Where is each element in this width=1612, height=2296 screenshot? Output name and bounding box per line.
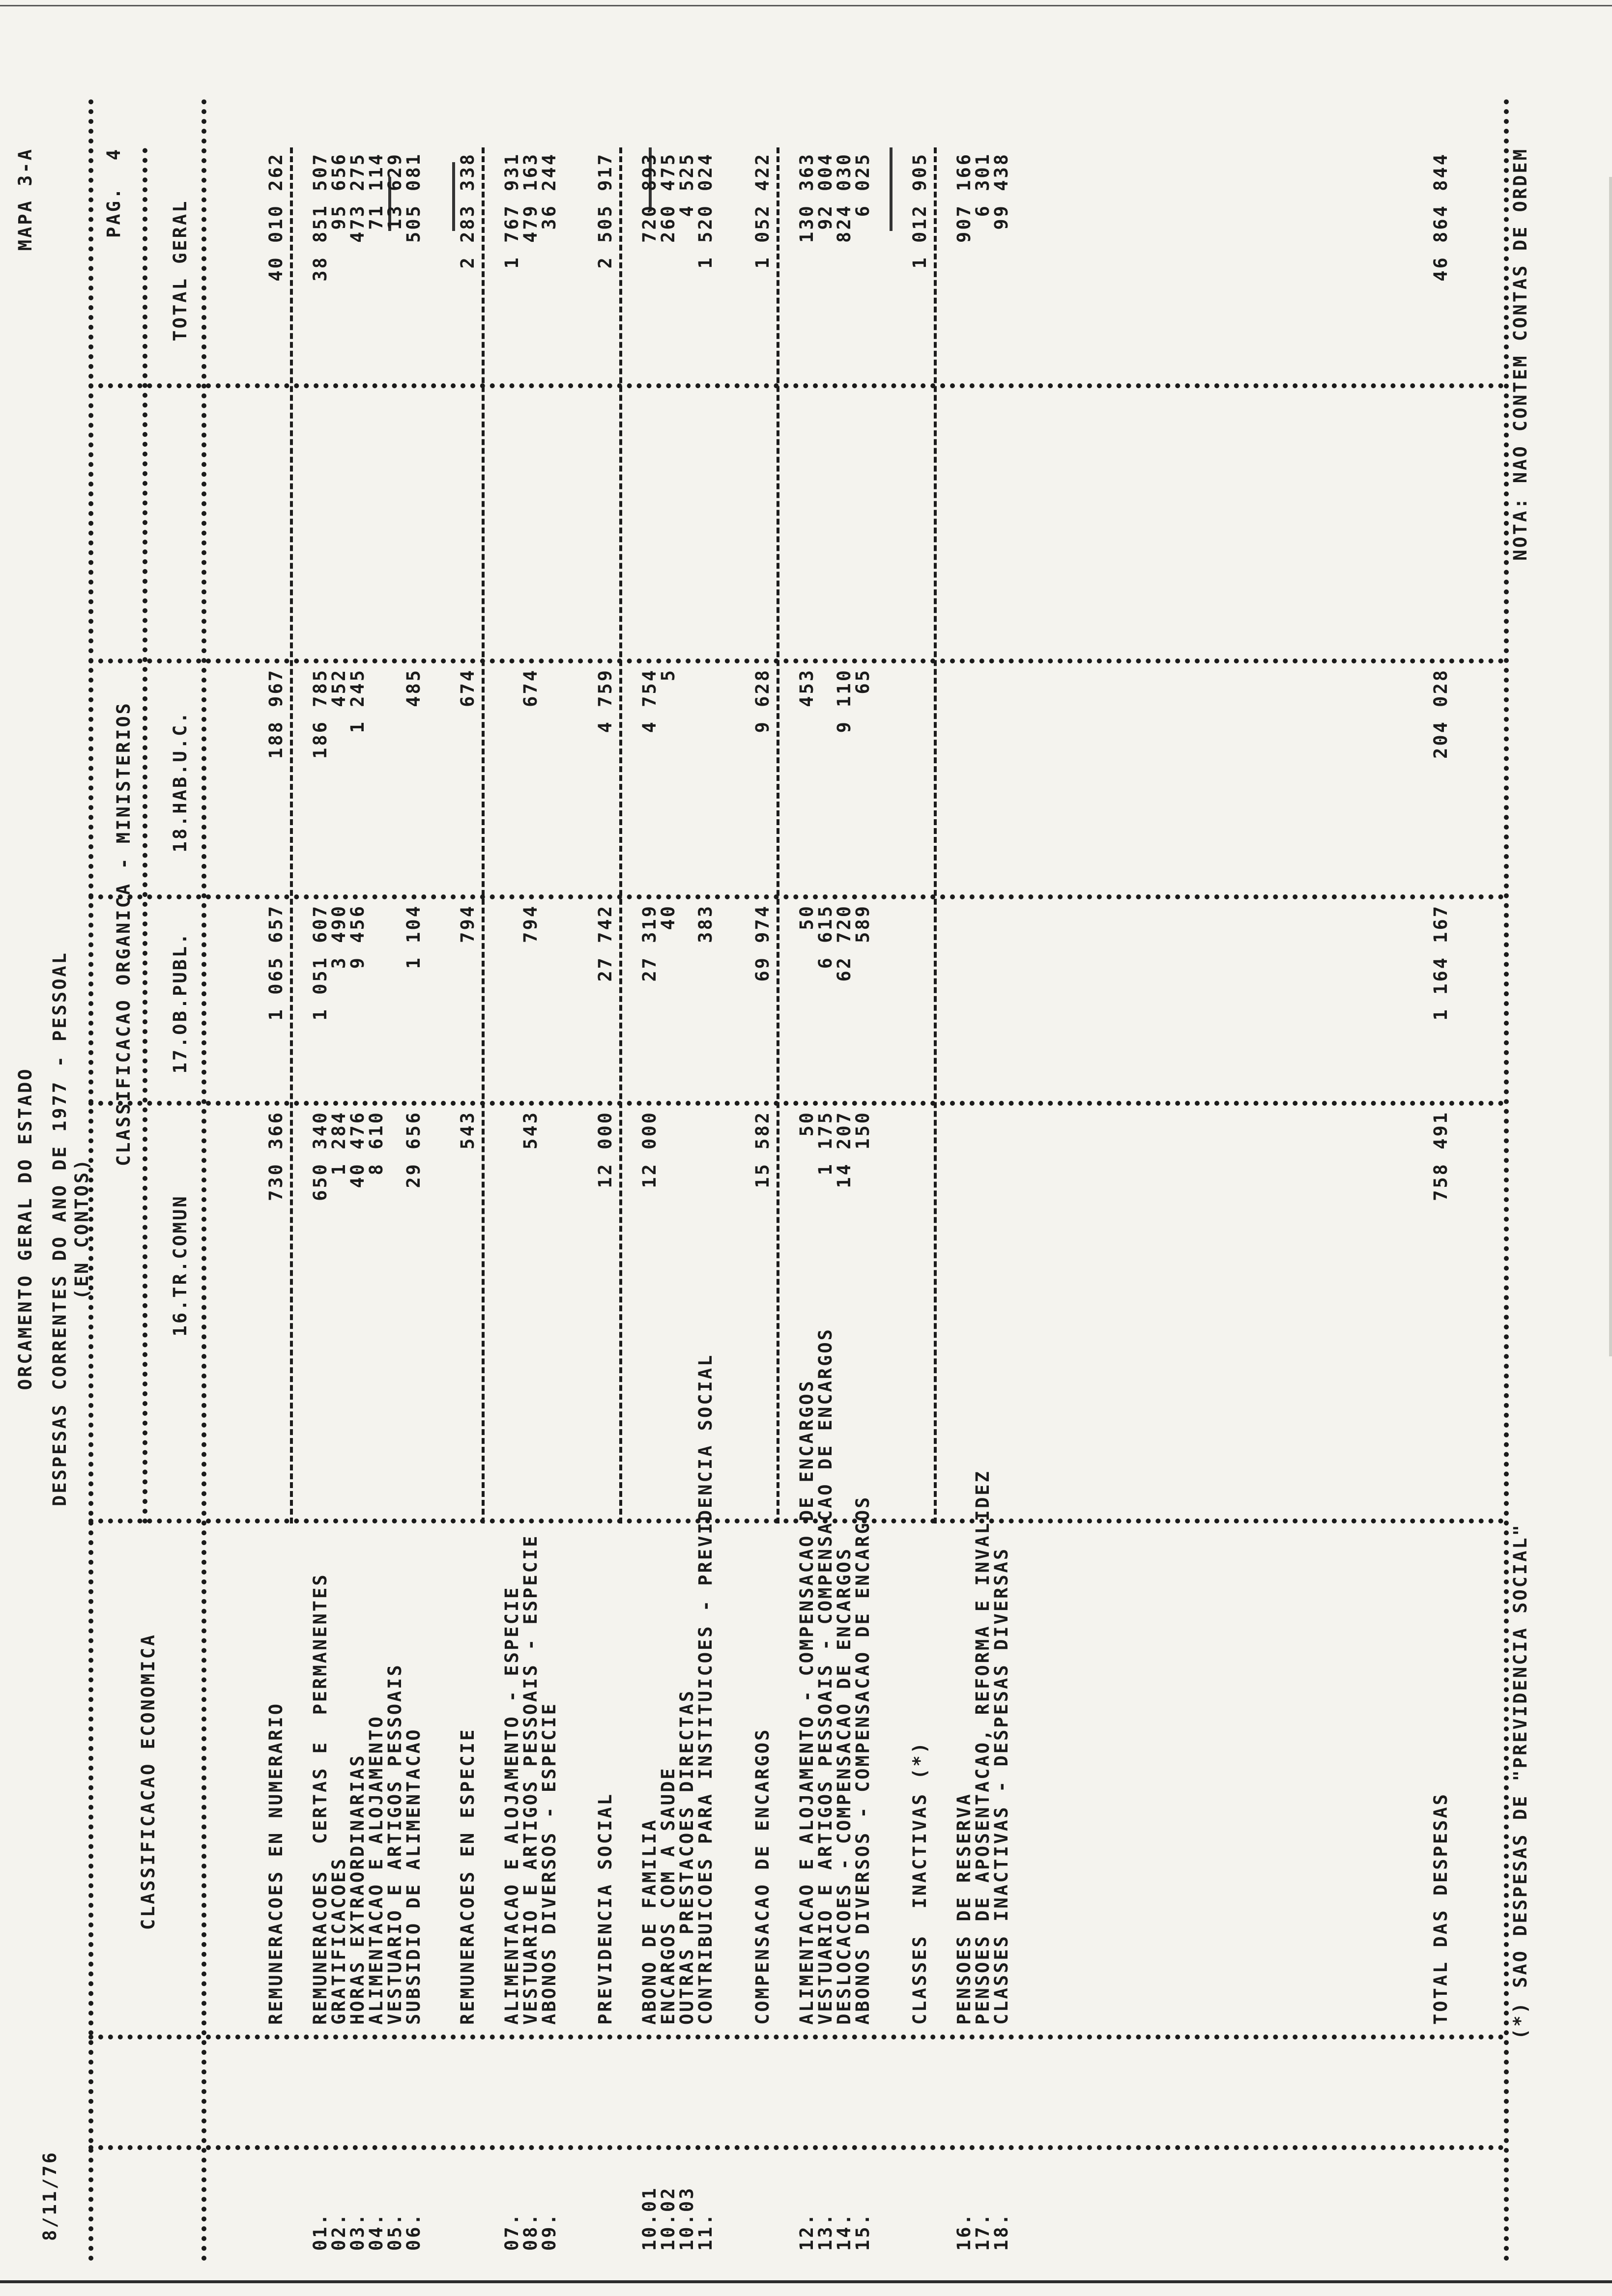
group-total-17: 1 065 657 — [265, 904, 287, 1021]
column-divider — [88, 659, 1504, 663]
footnote: (*) SAO DESPESAS DE "PREVIDENCIA SOCIAL" — [1510, 1522, 1531, 2039]
group-total-geral: 1 052 422 — [752, 152, 773, 269]
row-label: PENSOES DE APOSENTACAO, REFORMA E INVALIDEZ — [972, 1469, 993, 2025]
column-header-16: 16.TR.COMUN — [170, 1194, 191, 1337]
group-rule — [482, 147, 485, 1523]
row-code: 02. — [328, 2212, 349, 2251]
group-total-geral: 1 012 905 — [909, 152, 930, 269]
row-code: 09. — [539, 2212, 560, 2251]
row-code: 10.03 — [676, 2186, 697, 2251]
table-bottom-border — [1504, 98, 1509, 2261]
group-rule — [934, 147, 937, 1523]
row-value-total: 71 114 — [366, 152, 387, 230]
row-value-16: 150 — [852, 1111, 873, 1149]
row-code: 12. — [796, 2212, 817, 2251]
row-value-total: 95 656 — [328, 152, 349, 230]
row-value-total: 92 004 — [815, 152, 836, 230]
row-value-18: 674 — [520, 668, 541, 707]
row-value-17: 383 — [695, 904, 716, 943]
row-code: 18. — [991, 2212, 1012, 2251]
rotated-printout — [0, 98, 1531, 2261]
row-value-total: 6 301 — [972, 152, 993, 217]
row-value-17: 589 — [852, 904, 873, 943]
row-value-16: 1 175 — [815, 1111, 836, 1176]
row-value-total: 38 851 507 — [310, 152, 331, 282]
row-label: OUTRAS PRESTACOES DIRECTAS — [676, 1689, 697, 2025]
row-label: ALIMENTACAO E ALOJAMENTO - ESPECIE — [501, 1585, 522, 2025]
row-value-17: 27 319 — [639, 904, 660, 982]
row-value-18: 186 785 — [310, 668, 331, 759]
row-value-total: 1 767 931 — [501, 152, 522, 269]
row-value-16: 1 284 — [328, 1111, 349, 1176]
row-value-18: 1 245 — [347, 668, 368, 733]
row-value-total: 479 163 — [520, 152, 541, 243]
row-value-16: 40 476 — [347, 1111, 368, 1188]
row-value-16: 8 610 — [366, 1111, 387, 1176]
row-label: HORAS EXTRAORDINARIAS — [347, 1753, 368, 2025]
row-value-total: 13 629 — [384, 152, 405, 230]
economic-classification-header: CLASSIFICACAO ECONOMICA — [138, 1633, 159, 1930]
group-total-18: 674 — [457, 668, 478, 707]
column-divider — [88, 2035, 1504, 2039]
row-value-total: 260 475 — [658, 152, 679, 243]
row-code: 16. — [953, 2212, 975, 2251]
row-label: CONTRIBUICOES PARA INSTITUICOES - PREVIDENCIA SOCIAL — [695, 1353, 716, 2025]
row-label: SUBSIDIO DE ALIMENTACAO — [403, 1727, 424, 2025]
row-value-total: 130 363 — [796, 152, 817, 243]
column-divider — [88, 1101, 1504, 1106]
row-label: VESTUARIO E ARTIGOS PESSOAIS — [384, 1663, 405, 2025]
row-value-18: 453 — [796, 668, 817, 707]
row-value-18: 452 — [328, 668, 349, 707]
row-value-total: 505 081 — [403, 152, 424, 243]
row-label: VESTUARIO E ARTIGOS PESSOAIS - COMPENSACAO DE ENCARGOS — [815, 1327, 836, 2025]
row-code: 03. — [347, 2212, 368, 2251]
row-code: 06. — [403, 2212, 424, 2251]
group-total-17: 27 742 — [595, 904, 616, 982]
row-value-16: 29 656 — [403, 1111, 424, 1188]
group-total-16: 12 000 — [595, 1111, 616, 1188]
row-label: CLASSES INACTIVAS - DESPESAS DIVERSAS — [991, 1547, 1012, 2025]
row-value-17: 3 490 — [328, 904, 349, 969]
group-rule — [619, 147, 622, 1523]
row-value-18: 4 754 — [639, 668, 660, 733]
group-total-18: 9 628 — [752, 668, 773, 733]
table-top-border — [88, 98, 93, 2261]
row-value-total: 824 030 — [834, 152, 855, 243]
row-value-17: 6 615 — [815, 904, 836, 969]
page-number: PAG. 4 — [103, 147, 124, 238]
group-total-18: 4 759 — [595, 668, 616, 733]
row-code: 10.02 — [658, 2186, 679, 2251]
grand-total-geral: 46 864 844 — [1430, 152, 1451, 282]
group-title: REMUNERACOES EN ESPECIE — [457, 1727, 478, 2025]
group-title: COMPENSACAO DE ENCARGOS — [752, 1727, 773, 2025]
column-divider — [88, 2145, 1504, 2150]
row-code: 10.01 — [639, 2186, 660, 2251]
row-label: ALIMENTACAO E ALOJAMENTO - COMPENSACAO DE ENCARGOS — [796, 1379, 817, 2025]
grand-total-18: 204 028 — [1430, 668, 1451, 759]
row-value-16: 543 — [520, 1111, 541, 1149]
row-value-16: 650 340 — [310, 1111, 331, 1201]
group-title: CLASSES INACTIVAS (*) — [909, 1740, 930, 2025]
group-rule — [290, 147, 293, 1523]
row-code: 17. — [972, 2212, 993, 2251]
map-id: MAPA 3-A — [15, 147, 36, 251]
organic-header-separator — [143, 147, 147, 1523]
scan-right-edge — [1609, 177, 1612, 1356]
grand-total-label: TOTAL DAS DESPESAS — [1430, 1792, 1451, 2025]
row-value-17: 50 — [796, 904, 817, 930]
report-units: (EN CONTOS) — [71, 1157, 92, 1300]
group-total-17: 794 — [457, 904, 478, 943]
group-total-16: 730 366 — [265, 1111, 287, 1201]
row-code: 01. — [310, 2212, 331, 2251]
print-date: 8/11/76 — [39, 2151, 60, 2241]
row-value-16: 12 000 — [639, 1111, 660, 1188]
row-value-total: 6 025 — [852, 152, 873, 217]
header-separator — [202, 98, 206, 2261]
row-label: ALIMENTACAO E ALOJAMENTO — [366, 1715, 387, 2025]
group-total-16: 15 582 — [752, 1111, 773, 1188]
row-label: ABONOS DIVERSOS - COMPENSACAO DE ENCARGOS — [852, 1495, 873, 2025]
row-value-17: 1 051 607 — [310, 904, 331, 1021]
row-code: 13. — [815, 2212, 836, 2251]
group-total-geral: 2 505 917 — [595, 152, 616, 269]
group-total-17: 69 974 — [752, 904, 773, 982]
row-code: 04. — [366, 2212, 387, 2251]
column-header-18: 18.HAB.U.C. — [170, 710, 191, 853]
row-value-total: 473 275 — [347, 152, 368, 243]
row-value-17: 40 — [658, 904, 679, 930]
grand-total-17: 1 164 167 — [1430, 904, 1451, 1021]
column-header-total: TOTAL GERAL — [170, 199, 191, 342]
row-value-18: 9 110 — [834, 668, 855, 733]
group-rule — [777, 147, 779, 1523]
column-header-17: 17.OB.PUBL. — [170, 931, 191, 1074]
group-total-18: 188 967 — [265, 668, 287, 759]
group-total-16: 543 — [457, 1111, 478, 1149]
row-value-total: 99 438 — [991, 152, 1012, 230]
row-value-total: 4 525 — [676, 152, 697, 217]
row-label: PENSOES DE RESERVA — [953, 1792, 975, 2025]
grand-total-16: 758 491 — [1430, 1111, 1451, 1201]
row-code: 05. — [384, 2212, 405, 2251]
group-total-geral: 40 010 262 — [265, 152, 287, 282]
row-label: GRATIFICACOES — [328, 1857, 349, 2025]
scan-top-edge — [0, 5, 1612, 6]
row-value-17: 794 — [520, 904, 541, 943]
row-label: VESTUARIO E ARTIGOS PESSOAIS - ESPECIE — [520, 1534, 541, 2025]
row-label: ENCARGOS COM A SAUDE — [658, 1766, 679, 2025]
row-label: DESLOCACOES - COMPENSACAO DE ENCARGOS — [834, 1547, 855, 2025]
row-label: REMUNERACOES CERTAS E PERMANENTES — [310, 1573, 331, 2025]
note: NOTA: NAO CONTEM CONTAS DE ORDEM — [1510, 147, 1531, 561]
row-value-total: 907 166 — [953, 152, 975, 243]
column-divider — [88, 894, 1504, 899]
row-value-total: 1 520 024 — [695, 152, 716, 269]
scan-bottom-edge — [0, 2280, 1612, 2283]
group-title: PREVIDENCIA SOCIAL — [595, 1792, 616, 2025]
row-label: ABONOS DIVERSOS - ESPECIE — [539, 1702, 560, 2025]
row-code: 14. — [834, 2212, 855, 2251]
row-label: ABONO DE FAMILIA — [639, 1818, 660, 2025]
row-code: 15. — [852, 2212, 873, 2251]
row-value-17: 1 104 — [403, 904, 424, 969]
organic-classification-header: CLASSIFICACAO ORGANICA - MINISTERIOS — [113, 701, 134, 1166]
row-value-18: 5 — [658, 668, 679, 682]
report-subtitle: DESPESAS CORRENTES DO ANO DE 1977 - PESSOAL — [49, 951, 70, 1506]
group-total-geral: 2 283 338 — [457, 152, 478, 269]
row-value-18: 65 — [852, 668, 873, 694]
row-value-16: 14 207 — [834, 1111, 855, 1188]
row-value-18: 485 — [403, 668, 424, 707]
report-title: ORCAMENTO GERAL DO ESTADO — [15, 1067, 36, 1390]
row-value-17: 9 456 — [347, 904, 368, 969]
row-code: 07. — [501, 2212, 522, 2251]
group-title: REMUNERACOES EN NUMERARIO — [265, 1702, 287, 2025]
row-code: 11. — [695, 2212, 716, 2251]
row-value-16: 50 — [796, 1111, 817, 1137]
column-divider — [88, 383, 1504, 388]
row-code: 08. — [520, 2212, 541, 2251]
row-value-total: 720 893 — [639, 152, 660, 243]
row-value-total: 36 244 — [539, 152, 560, 230]
row-value-17: 62 720 — [834, 904, 855, 982]
